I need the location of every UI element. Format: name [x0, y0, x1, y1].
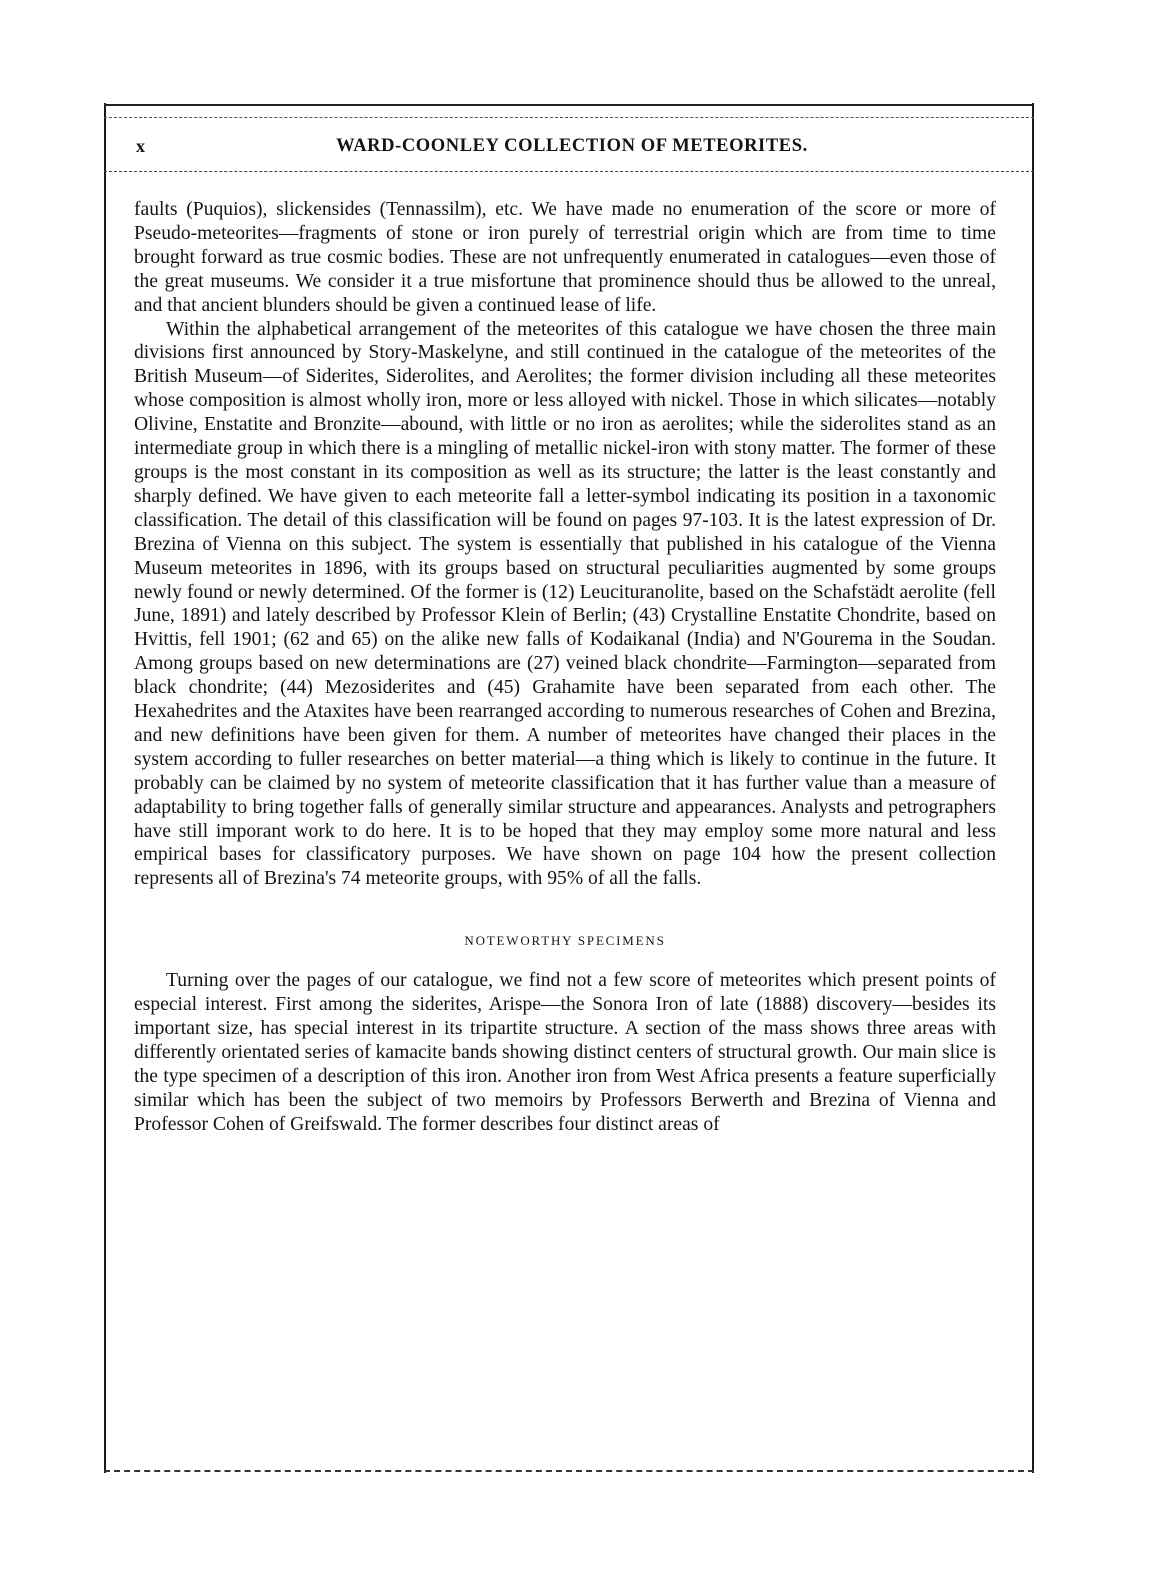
paragraph-noteworthy: Turning over the pages of our catalogue, we find not a few score of meteorites which present points of especial interest. First among the siderites, Arispe—the Sonora Iron of late (1888) discovery—besides its important size, has special interest in its tripartite structure. A section of the mass shows three areas with differently orientated series of kamacite bands showing distinct centers of structural growth. Our main slice is the type specimen of a description of this iron. Another iron from West Africa presents a feature superficially similar which has been the subject of two memoirs by Professors Berwerth and Brezina of Vienna and Professor Cohen of Greifswald. The former describes four distinct areas of: [134, 970, 996, 1135]
page-number: x: [136, 136, 145, 156]
paragraph-continued: faults (Puquios), slickensides (Tennassilm), etc. We have made no enumeration of the score or more of Pseudo-meteorites—fragments of stone or iron purely of terrestrial origin which are from time to time brought forward as true cosmic bodies. These are not unfrequently enumerated in catalogues—even those of the great museums. We consider it a true misfortune that prominence should thus be allowed to the unreal, and that ancient blunders should be given a continued lease of life.: [134, 199, 996, 316]
paragraph-classification: Within the alphabetical arrangement of the meteorites of this catalogue we have chosen the three main divisions first announced by Story-Maskelyne, and still continued in the catalogue of the meteorites of the British Museum—of Siderites, Siderolites, and Aerolites; the former division including all these meteorites whose composition is almost wholly iron, more or less alloyed with nickel. Those in which silicates—notably Olivine, Enstatite and Bronzite—abound, with little or no iron as aerolites; while the siderolites stand as an intermediate group in which there is a mingling of metallic nickel-iron with stony matter. The former of these groups is the most constant in its composition as well as its structure; the latter is the least constantly and sharply defined. We have given to each meteorite fall a letter-symbol indicating its position in a taxonomic classification. The detail of this classification will be found on pages 97-103. It is the latest expression of Dr. Brezina of Vienna on this subject. The system is essentially that published in his catalogue of the Vienna Museum meteorites in 1896, with its groups based on structural peculiarities augmented by some groups newly found or newly determined. Of the former is (12) Leucituranolite, based on the Schafstädt aerolite (fell June, 1891) and lately described by Professor Klein of Berlin; (43) Crystalline Enstatite Chondrite, based on Hvittis, fell 1901; (62 and 65) on the alike new falls of Kodaikanal (India) and N'Gourema in the Soudan. Among groups based on new determinations are (27) veined black chondrite—Farmington—separated from black chondrite; (44) Mezosiderites and (45) Grahamite have been separated from each other. The Hexahedrites and the Ataxites have been rearranged according to numerous researches of Cohen and Brezina, and new definitions have been given for them. A number of meteorites have changed their places in the system according to fuller researches on better material—a thing which is likely to continue in the future. It probably can be claimed by no system of meteorite classification that it has further value than a measure of adaptability to bring together falls of generally similar structure and appearances. Analysts and petrographers have still imporant work to do here. It is to be hoped that they may employ some more natural and less empirical bases for classificatory purposes. We have shown on page 104 how the present collection represents all of Brezina's 74 meteorite groups, with 95% of all the falls.: [134, 318, 996, 890]
page-header: [132, 136, 1012, 166]
top-dashed-rule: [104, 117, 1034, 118]
top-rule: [104, 104, 1034, 106]
running-head: WARD-COONLEY COLLECTION OF METEORITES.: [336, 136, 808, 156]
body-text: [134, 198, 996, 1137]
header-rule: [104, 171, 1034, 172]
section-heading: NOTEWORTHY SPECIMENS: [464, 933, 666, 949]
bottom-rule: [104, 1470, 1034, 1472]
